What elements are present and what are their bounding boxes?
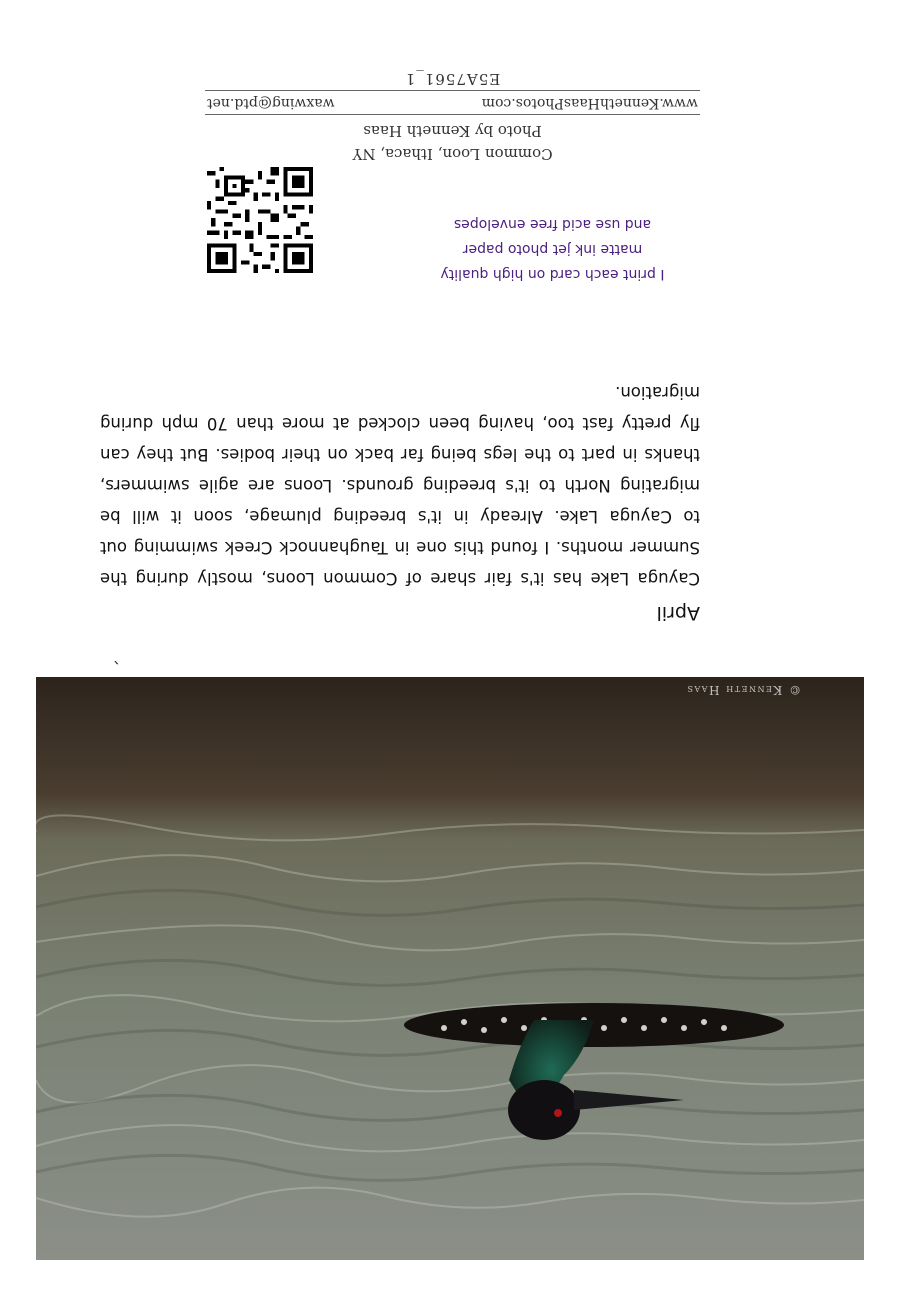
photo-credits [205, 67, 700, 165]
article-month: April [656, 602, 700, 624]
credits-title: Common Loon, Ithaca, NY [352, 145, 553, 163]
credits-photographer: Photo by Kenneth Haas [363, 122, 542, 140]
credits-code: E5A7561_1 [404, 70, 501, 88]
photo-copyright: © Kenneth Haas [686, 683, 802, 697]
credits-contact [205, 90, 700, 115]
qr-code [207, 167, 313, 273]
article [100, 377, 700, 624]
loon-eye [554, 1109, 562, 1117]
print-note-line-3: and use acid free envelopes [453, 216, 652, 232]
credits-website: www.KennethHaasPhotos.com [481, 95, 698, 111]
print-note-line-1: I print each card on high quality [440, 266, 665, 282]
loon-photo [36, 677, 864, 1260]
credits-email: waxwing@ptd.net [207, 95, 335, 111]
article-body: Cayuga Lake has it's fair share of Common Loons, mostly during the Summer months. I found this one in Taughannock Creek swimming out to Cayuga Lake. Already in it's breeding plumage, soon it will be migrating North to it's breeding grounds. Loons are agile swimmers, thanks in part to the legs being far back on their bodies. But they can fly pretty fast too, having been clocked at more than 70 mph during migration. [100, 383, 700, 588]
loon-head [508, 1080, 580, 1140]
tick-mark: ` [111, 645, 120, 666]
loon-body [404, 1003, 784, 1047]
loon-photo-image [36, 677, 864, 1260]
print-note [405, 211, 700, 286]
print-note-line-2: matte ink jet photo paper [462, 241, 643, 257]
